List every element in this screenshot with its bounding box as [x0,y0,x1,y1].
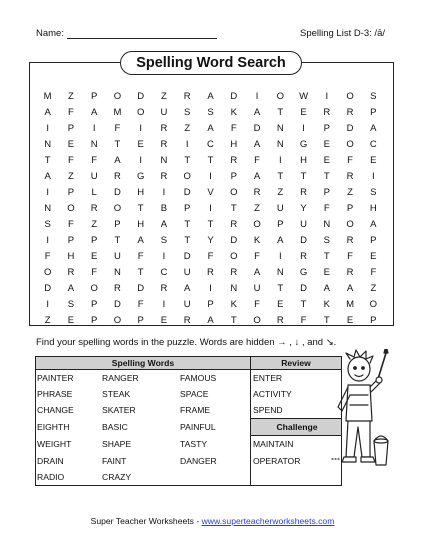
grid-letter: I [162,251,166,262]
grid-letter: P [137,315,144,326]
grid-letter: H [230,139,238,150]
grid-letter: P [67,187,75,198]
grid-letter: A [160,219,168,230]
grid-letter: R [346,171,354,182]
grid-letter: O [113,203,122,214]
grid-letter: N [276,123,284,134]
grid-letter: T [230,203,237,214]
review-word: ENTER [251,370,342,387]
grid-letter: R [113,171,121,182]
grid-letter: I [139,123,143,134]
grid-letter: O [113,91,122,102]
grid-letter: D [253,123,261,134]
grid-letter: Z [184,123,191,134]
grid-letter: F [347,155,353,166]
grid-letter: T [184,235,191,246]
grid-letter: F [254,251,260,262]
footer-prefix: Super Teacher Worksheets - [90,516,202,526]
grid-letter: T [277,171,284,182]
spelling-word: DRAIN [37,455,64,466]
spelling-list-label: Spelling List D-3: /ā/ [299,28,385,39]
grid-letter: Z [161,91,167,102]
grid-letter: O [230,187,238,198]
grid-letter: D [137,283,145,294]
grid-letter: R [160,139,168,150]
grid-letter: I [92,123,96,134]
name-blank-line [67,38,217,39]
grid-letter: A [207,91,214,102]
grid-letter: V [207,187,214,198]
grid-letter: S [44,219,51,230]
grid-letter: I [302,123,305,134]
grid-letter: Y [207,235,214,246]
grid-letter: E [137,139,144,150]
grid-letter: Z [67,171,74,182]
grid-letter: O [346,219,354,230]
grid-letter: U [183,299,191,310]
grid-letter: I [185,139,189,150]
grid-letter: I [278,155,282,166]
spelling-word: PAINTER [37,373,74,384]
grid-letter: A [137,235,144,246]
grid-letter: D [113,187,121,198]
grid-letter: T [137,203,144,214]
grid-letter: O [137,107,145,118]
grid-letter: R [346,267,354,278]
grid-letter: P [370,315,377,326]
grid-letter: Z [277,187,284,198]
grid-letter: T [137,267,144,278]
grid-letter: R [230,219,238,230]
review-word: MAINTAIN [251,436,342,453]
grid-letter: F [67,219,74,230]
word-row [36,436,342,453]
grid-letter: N [230,283,238,294]
grid-letter: I [278,251,282,262]
review-header: Review [251,357,342,370]
grid-letter: T [323,171,330,182]
grid-letter: D [44,283,52,294]
grid-letter: F [230,123,237,134]
word-list-table [35,356,342,486]
grid-letter: A [207,123,214,134]
letter-grid [36,89,385,329]
grid-letter: K [230,299,237,310]
grid-letter: Z [44,315,51,326]
grid-letter: A [90,107,98,118]
grid-letter: F [323,203,330,214]
spelling-word: SPACE [180,389,209,400]
grid-letter: A [323,283,330,294]
grid-letter: O [43,267,52,278]
grid-letter: S [67,299,75,310]
grid-letter: P [67,235,75,246]
spelling-word: RADIO [37,471,65,482]
grid-letter: C [207,139,214,150]
grid-letter: A [207,315,214,326]
grid-letter: E [346,315,354,326]
grid-letter: Y [300,203,307,214]
grid-letter: U [160,107,168,118]
word-row [36,419,342,436]
grid-letter: A [253,267,261,278]
grid-letter: I [209,171,212,182]
grid-letter: R [207,267,214,278]
grid-letter: C [369,139,377,150]
grid-letter: T [277,283,284,294]
grid-letter: F [91,267,98,278]
grid-letter: O [183,171,191,182]
grid-letter: P [230,171,237,182]
grid-letter: P [277,219,284,230]
spelling-word: FAINT [102,455,127,466]
grid-letter: R [183,315,191,326]
grid-letter: O [346,91,354,102]
grid-letter: A [370,123,377,134]
grid-letter: P [184,203,191,214]
grid-letter: H [369,203,377,214]
grid-letter: R [346,235,354,246]
grid-letter: U [113,251,121,262]
spelling-word: TASTY [180,439,208,450]
grid-letter: E [90,251,98,262]
grid-letter: F [137,251,144,262]
grid-letter: E [370,251,377,262]
grid-letter: E [300,107,307,118]
grid-letter: F [207,251,214,262]
grid-letter: D [183,251,191,262]
grid-letter: T [207,155,214,166]
grid-letter: F [370,267,377,278]
grid-letter: R [276,315,284,326]
grid-letter: P [90,299,98,310]
spelling-word: FRAME [180,405,211,416]
grid-letter: Z [254,203,260,214]
grid-letter: F [254,155,260,166]
grid-letter: H [137,219,145,230]
grid-letter: U [276,203,284,214]
grid-letter: R [160,123,168,134]
challenge-header: Challenge [251,419,342,436]
grid-letter: F [137,299,144,310]
grid-letter: R [90,203,98,214]
grid-letter: O [90,283,98,294]
grid-letter: N [90,139,98,150]
grid-letter: L [91,187,97,198]
grid-letter: N [276,139,284,150]
grid-letter: N [160,155,168,166]
grid-letter: R [230,267,238,278]
grid-letter: F [44,251,51,262]
grid-letter: O [369,299,378,310]
grid-letter: A [44,171,51,182]
grid-letter: D [137,91,145,102]
grid-letter: S [370,187,377,198]
grid-letter: G [299,267,308,278]
grid-letter: D [230,235,238,246]
grid-letter: B [160,203,168,214]
grid-letter: O [230,251,238,262]
grid-letter: P [370,235,377,246]
grid-letter: I [162,187,166,198]
grid-letter: I [255,91,259,102]
grid-letter: P [323,123,330,134]
grid-letter: F [347,251,353,262]
grid-letter: A [253,107,261,118]
grid-letter: U [183,267,191,278]
grid-letter: F [91,155,98,166]
grid-letter: T [44,155,51,166]
instructions-text: Find your spelling words in the puzzle. Words are hidden → , ↓ , and ↘. [36,337,337,348]
grid-letter: E [370,155,377,166]
grid-letter: E [160,315,168,326]
grid-letter: D [300,235,307,246]
grid-letter: R [253,187,261,198]
grid-letter: O [276,91,284,102]
grid-letter: R [183,91,191,102]
grid-letter: R [160,171,168,182]
grid-letter: W [299,91,309,102]
grid-letter: A [370,219,377,230]
spelling-word: CRAZY [102,471,132,482]
grid-letter: T [277,107,284,118]
grid-letter: R [67,267,75,278]
grid-letter: D [300,283,307,294]
grid-letter: A [346,283,354,294]
word-row [36,452,342,468]
grid-letter: S [184,107,191,118]
grid-letter: E [277,299,284,310]
grid-letter: T [323,251,330,262]
grid-letter: T [300,171,307,182]
grid-letter: K [230,107,237,118]
grid-letter: Z [347,187,353,198]
grid-letter: Z [67,91,74,102]
spelling-word: BASIC [102,422,128,433]
word-row [36,402,342,419]
grid-letter: A [67,283,75,294]
review-word [251,469,342,486]
spelling-word: WEIGHT [37,439,72,450]
spelling-word: SHAPE [102,439,132,450]
spelling-word: STEAK [102,389,131,400]
footer [0,516,425,526]
grid-letter: C [160,267,168,278]
grid-letter: P [90,315,98,326]
grid-letter: I [46,187,49,198]
grid-letter: A [253,139,261,150]
grid-letter: I [162,299,166,310]
grid-letter: I [325,91,329,102]
grid-letter: P [323,187,330,198]
grid-letter: R [346,107,354,118]
grid-letter: R [300,251,307,262]
grid-letter: N [113,267,121,278]
grid-letter: T [323,315,330,326]
grid-letter: N [44,203,52,214]
grid-letter: H [67,251,75,262]
grid-letter: R [160,283,168,294]
page-title: Spelling Word Search [120,51,302,75]
review-word: SPEND [251,402,342,419]
grid-letter: T [230,315,237,326]
grid-letter: S [160,235,168,246]
review-word: ACTIVITY [251,386,342,402]
spelling-word: EIGHTH [37,422,70,433]
grid-letter: S [323,235,330,246]
grid-letter: I [209,283,212,294]
grid-letter: G [137,171,145,182]
grid-letter: M [113,107,122,118]
grid-letter: U [300,219,307,230]
grid-letter: O [253,219,261,230]
grid-letter: F [67,155,74,166]
spelling-word [179,469,251,486]
grid-letter: K [253,235,261,246]
grid-letter: U [90,171,98,182]
grid-letter: T [184,219,191,230]
spelling-word: RANGER [102,373,139,384]
grid-letter: N [44,139,52,150]
grid-letter: T [207,219,214,230]
grid-letter: F [114,123,121,134]
grid-letter: T [114,235,121,246]
grid-letter: F [254,299,260,310]
grid-letter: T [300,299,307,310]
grid-letter: D [230,91,238,102]
grid-letter: D [346,123,354,134]
word-row [36,370,342,387]
grid-letter: A [184,283,191,294]
grid-letter: R [323,107,331,118]
grid-letter: Z [91,219,98,230]
grid-letter: R [230,155,238,166]
spelling-word: SKATER [102,405,136,416]
grid-letter: P [67,123,75,134]
grid-letter: T [114,139,121,150]
grid-letter: S [207,107,214,118]
grid-letter: D [183,187,191,198]
spelling-word: FAMOUS [180,373,217,384]
grid-letter: E [323,155,330,166]
grid-letter: P [90,91,98,102]
grid-letter: S [370,91,377,102]
grid-letter: G [299,139,308,150]
grid-letter: P [207,299,214,310]
grid-letter: I [46,235,49,246]
grid-letter: F [67,107,74,118]
grid-letter: D [113,299,121,310]
spelling-word: PHRASE [37,389,73,400]
grid-letter: E [323,267,330,278]
grid-letter: P [346,203,354,214]
spelling-word: DANGER [180,455,217,466]
spelling-words-header: Spelling Words [36,357,251,370]
grid-letter: N [323,219,331,230]
grid-letter: P [90,235,98,246]
grid-letter: M [43,91,52,102]
name-label: Name: [36,28,64,39]
spelling-word: CHANGE [37,405,74,416]
grid-letter: A [253,171,261,182]
footer-link[interactable]: www.superteacherworksheets.com [201,516,335,526]
grid-letter: I [139,155,143,166]
grid-letter: Z [370,283,377,294]
grid-letter: R [113,283,121,294]
grid-letter: K [323,299,330,310]
grid-letter: O [67,203,75,214]
grid-letter: U [253,283,261,294]
grid-letter: O [346,139,354,150]
grid-letter: I [46,123,49,134]
boy-painting-illustration [328,349,392,469]
word-row [36,386,342,402]
grid-letter: H [300,155,307,166]
grid-letter: O [253,315,261,326]
grid-letter: T [184,155,191,166]
grid-letter: P [370,107,377,118]
grid-letter: M [346,299,355,310]
word-row [36,469,342,486]
worksheet-header [36,28,385,42]
grid-letter: F [300,315,307,326]
review-word: OPERATOR [251,452,342,468]
grid-letter: A [277,235,284,246]
grid-letter: P [114,219,121,230]
spelling-word: PAINFUL [180,422,216,433]
grid-letter: I [372,171,375,182]
grid-letter: E [67,315,75,326]
grid-letter: R [300,187,307,198]
grid-letter: I [209,203,212,214]
grid-letter: A [114,155,121,166]
grid-letter: E [67,139,75,150]
grid-letter: I [46,299,49,310]
grid-letter: N [276,267,284,278]
grid-letter: E [323,139,330,150]
grid-letter: O [113,315,122,326]
grid-letter: A [44,107,51,118]
grid-letter: H [137,187,145,198]
